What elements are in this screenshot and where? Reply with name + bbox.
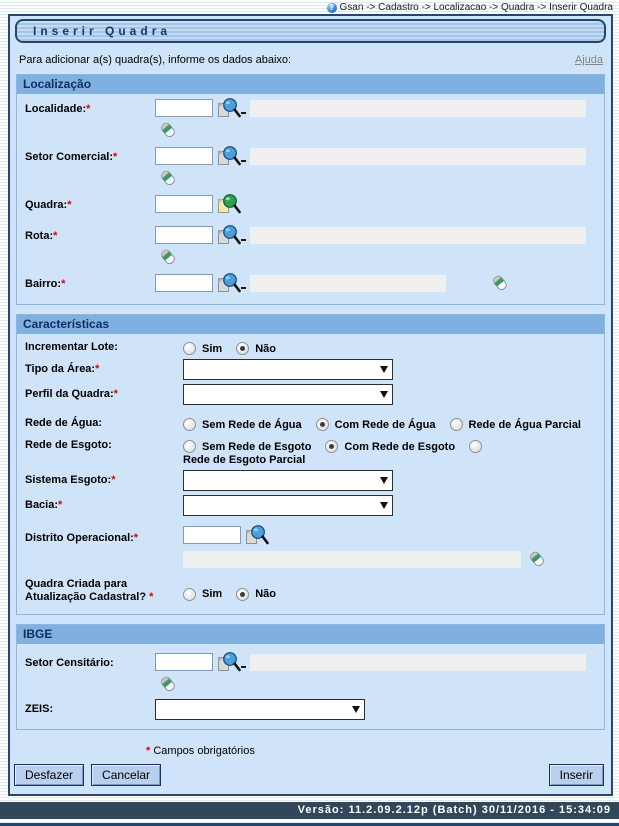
required-mark: * xyxy=(58,499,63,511)
required-mark: * xyxy=(95,363,100,375)
zeis-label: ZEIS: xyxy=(25,703,54,715)
rede-agua-com-radio[interactable] xyxy=(316,418,329,431)
dropdown-arrow-icon xyxy=(380,391,388,398)
titlebar xyxy=(10,16,611,45)
rede-agua-label: Rede de Água: xyxy=(25,417,103,429)
section-localizacao xyxy=(16,74,605,305)
localidade-label: Localidade: xyxy=(25,103,87,115)
field-row-tipo-area xyxy=(17,356,604,381)
incrementar-lote-sim-label: Sim xyxy=(202,342,223,355)
required-fields-note: * Campos obrigatórios xyxy=(146,745,255,757)
required-mark: * xyxy=(113,388,118,400)
rota-descricao-field xyxy=(250,227,586,244)
tipo-area-label: Tipo da Área: xyxy=(25,363,96,375)
dash-separator xyxy=(241,666,246,668)
quadra-atualizacao-label-line2: Atualização Cadastral? xyxy=(25,591,147,603)
rota-label: Rota: xyxy=(25,230,54,242)
rede-esgoto-parcial-label: Rede de Esgoto Parcial xyxy=(183,454,306,466)
incrementar-lote-label: Incrementar Lote: xyxy=(25,341,118,353)
required-mark: * xyxy=(133,532,139,544)
section-ibge xyxy=(16,624,605,730)
bairro-input[interactable] xyxy=(155,274,213,292)
inserir-quadra-window xyxy=(8,14,613,796)
dash-separator xyxy=(241,160,246,162)
required-mark: * xyxy=(113,151,118,163)
field-row-rota xyxy=(17,221,604,269)
rede-agua-parcial-label: Rede de Água Parcial xyxy=(468,418,581,431)
field-row-setor-censitario xyxy=(17,644,604,696)
setor-comercial-label: Setor Comercial: xyxy=(25,151,114,163)
distrito-operacional-descricao-field xyxy=(183,551,521,568)
incrementar-lote-nao-label: Não xyxy=(255,342,276,355)
dropdown-arrow-icon xyxy=(380,477,388,484)
setor-censitario-descricao-field xyxy=(250,654,586,671)
required-mark: * xyxy=(111,474,116,486)
distrito-operacional-search-icon[interactable] xyxy=(245,524,269,546)
inserir-button[interactable]: Inserir xyxy=(549,764,604,786)
zeis-select[interactable] xyxy=(155,699,365,720)
sistema-esgoto-label: Sistema Esgoto: xyxy=(25,474,112,486)
rede-agua-sem-label: Sem Rede de Água xyxy=(202,418,302,431)
quadra-atualizacao-nao-label: Não xyxy=(255,588,276,600)
bairro-label: Bairro: xyxy=(25,278,62,290)
field-row-bairro xyxy=(17,269,604,300)
page-title: Inserir Quadra xyxy=(15,19,606,43)
perfil-quadra-label: Perfil da Quadra: xyxy=(25,388,114,400)
localidade-search-icon[interactable] xyxy=(217,97,241,119)
dash-separator xyxy=(241,112,246,114)
setor-censitario-eraser-icon[interactable] xyxy=(158,674,178,694)
setor-comercial-eraser-icon[interactable] xyxy=(158,168,178,188)
required-mark: * xyxy=(61,278,66,290)
setor-censitario-label: Setor Censitário: xyxy=(25,657,114,669)
section-ibge-title: IBGE xyxy=(17,625,604,644)
setor-comercial-search-icon[interactable] xyxy=(217,145,241,167)
distrito-operacional-label: Distrito Operacional: xyxy=(25,532,134,544)
setor-censitario-input[interactable] xyxy=(155,653,213,671)
desfazer-button[interactable]: Desfazer xyxy=(14,764,84,786)
bairro-search-icon[interactable] xyxy=(217,272,241,294)
bairro-descricao-field xyxy=(250,275,446,292)
field-row-localidade xyxy=(17,94,604,142)
localidade-input[interactable] xyxy=(155,99,213,117)
bairro-eraser-icon[interactable] xyxy=(490,273,510,293)
field-row-rede-agua xyxy=(17,406,604,432)
incrementar-lote-nao-radio[interactable] xyxy=(236,342,249,355)
localidade-descricao-field xyxy=(250,100,586,117)
required-mark: * xyxy=(53,230,58,242)
section-caracteristicas-title: Características xyxy=(17,315,604,334)
tipo-area-select[interactable] xyxy=(183,359,393,380)
bacia-select[interactable] xyxy=(183,495,393,516)
dash-separator xyxy=(241,239,246,241)
field-row-incrementar-lote xyxy=(17,334,604,356)
quadra-atualizacao-nao-radio[interactable] xyxy=(236,588,249,601)
rede-esgoto-label: Rede de Esgoto: xyxy=(25,439,112,451)
required-mark: * xyxy=(86,103,91,115)
field-row-bacia xyxy=(17,492,604,517)
rede-agua-com-label: Com Rede de Água xyxy=(334,418,436,431)
rede-esgoto-sem-label: Sem Rede de Esgoto xyxy=(202,440,312,453)
field-row-rede-esgoto xyxy=(17,432,604,467)
required-mark: * xyxy=(146,745,151,757)
field-row-quadra xyxy=(17,190,604,221)
field-row-perfil-quadra xyxy=(17,381,604,406)
cancelar-button[interactable]: Cancelar xyxy=(91,764,161,786)
help-ball-icon: ? xyxy=(327,3,337,13)
dash-separator xyxy=(241,287,246,289)
breadcrumb[interactable] xyxy=(0,0,619,14)
rede-esgoto-parcial-radio[interactable] xyxy=(469,440,482,453)
dropdown-arrow-icon xyxy=(380,502,388,509)
distrito-operacional-eraser-icon[interactable] xyxy=(527,549,547,569)
section-caracteristicas xyxy=(16,314,605,615)
required-mark: * xyxy=(149,591,154,603)
instruction-text: Para adicionar a(s) quadra(s), informe os dados abaixo: xyxy=(19,54,292,66)
setor-comercial-descricao-field xyxy=(250,148,586,165)
rede-esgoto-sem-radio[interactable] xyxy=(183,440,196,453)
quadra-search-icon[interactable] xyxy=(217,193,241,215)
version-footer: Versão: 11.2.09.2.12p (Batch) 30/11/2016 - 15:34:09 xyxy=(0,802,619,819)
quadra-atualizacao-sim-radio[interactable] xyxy=(183,588,196,601)
field-row-distrito-operacional xyxy=(17,517,604,570)
section-localizacao-title: Localização xyxy=(17,75,604,94)
field-row-quadra-atualizacao xyxy=(17,570,604,610)
setor-censitario-search-icon[interactable] xyxy=(217,651,241,673)
rede-agua-parcial-radio[interactable] xyxy=(450,418,463,431)
rota-input[interactable] xyxy=(155,226,213,244)
rede-esgoto-com-radio[interactable] xyxy=(325,440,338,453)
sistema-esgoto-select[interactable] xyxy=(183,470,393,491)
rede-esgoto-com-label: Com Rede de Esgoto xyxy=(344,440,456,453)
dropdown-arrow-icon xyxy=(380,366,388,373)
quadra-input[interactable] xyxy=(155,195,213,213)
rota-search-icon[interactable] xyxy=(217,224,241,246)
field-row-sistema-esgoto xyxy=(17,467,604,492)
required-mark: * xyxy=(67,199,72,211)
incrementar-lote-sim-radio[interactable] xyxy=(183,342,196,355)
ajuda-link[interactable]: Ajuda xyxy=(574,54,603,66)
bacia-label: Bacia: xyxy=(25,499,59,511)
rede-agua-sem-radio[interactable] xyxy=(183,418,196,431)
perfil-quadra-select[interactable] xyxy=(183,384,393,405)
localidade-eraser-icon[interactable] xyxy=(158,120,178,140)
setor-comercial-input[interactable] xyxy=(155,147,213,165)
rota-eraser-icon[interactable] xyxy=(158,247,178,267)
field-row-setor-comercial xyxy=(17,142,604,190)
distrito-operacional-input[interactable] xyxy=(183,526,241,544)
quadra-atualizacao-label-line1: Quadra Criada para xyxy=(25,578,128,590)
quadra-label: Quadra: xyxy=(25,199,68,211)
dropdown-arrow-icon xyxy=(352,706,360,713)
quadra-atualizacao-sim-label: Sim xyxy=(202,588,223,600)
breadcrumb-text[interactable]: Gsan -> Cadastro -> Localizacao -> Quadra -> Inserir Quadra xyxy=(339,2,613,13)
field-row-zeis xyxy=(17,696,604,725)
